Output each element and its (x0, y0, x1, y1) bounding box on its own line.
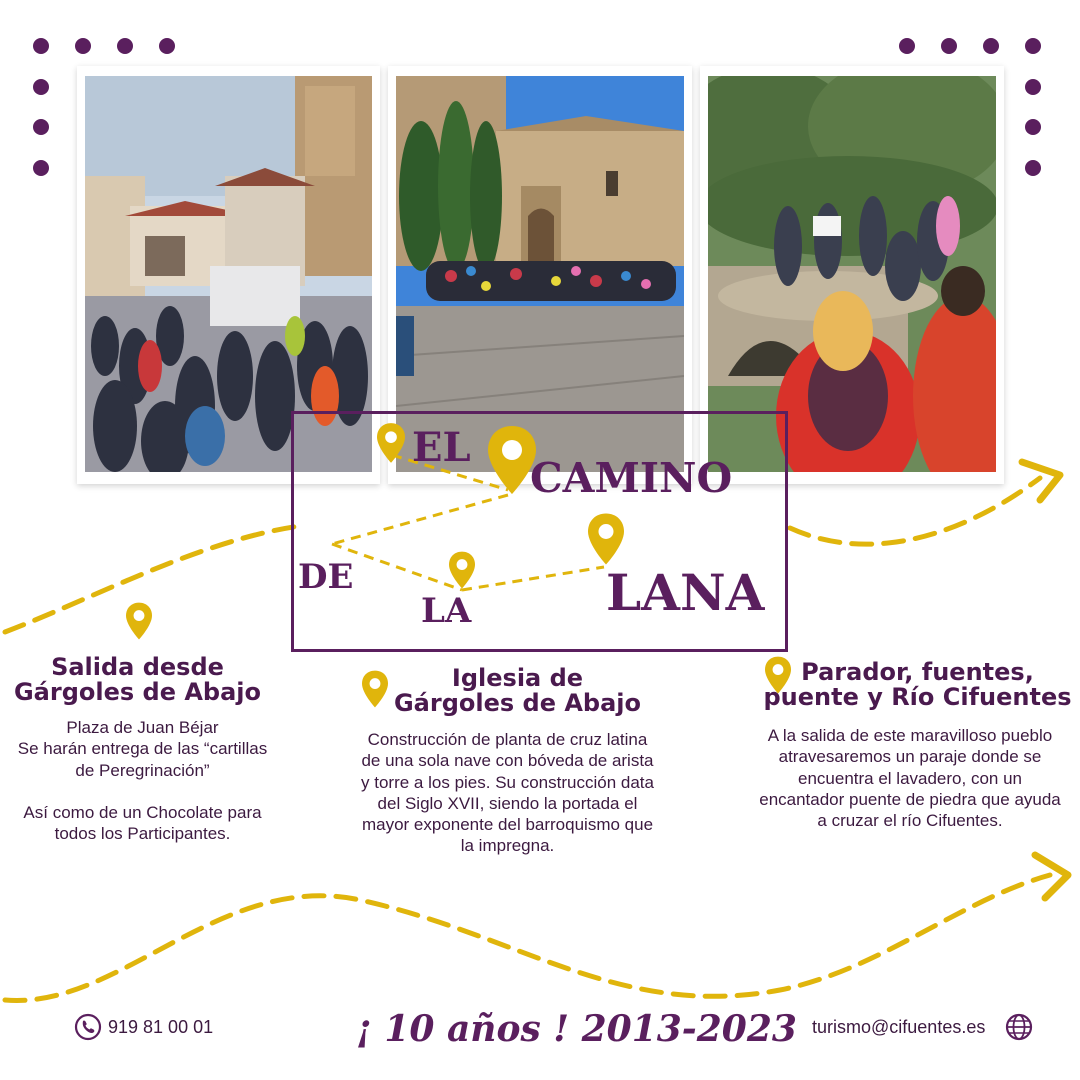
globe-icon (1005, 1013, 1033, 1041)
title-word-camino: CAMINO (530, 454, 733, 502)
stop-3-description: A la salida de este maravilloso pueblo atravesaremos un paraje donde se encuentra el lavadero, con un encantador puente de piedra que ayuda a cruzar el río Cifuentes. (759, 726, 1061, 830)
stop-2-heading: Iglesia de Gárgoles de Abajo (393, 664, 642, 718)
title-word-la: LA (421, 591, 472, 631)
phone-icon (74, 1013, 102, 1041)
stop-1-heading: Salida desde Gárgoles de Abajo (13, 653, 262, 707)
email-link[interactable]: turismo@cifuentes.es (812, 1017, 986, 1037)
map-pin-icon (588, 513, 624, 565)
title-word-de: DE (298, 557, 354, 597)
phone-number[interactable]: 919 81 00 01 (108, 1017, 214, 1037)
title-word-lana: LANA (606, 563, 765, 622)
stop-1-description: Plaza de Juan Béjar Se harán entrega de las “cartillas de Peregrinación” Así como de un Chocolate para todos los Participantes. (17, 718, 268, 844)
map-pin-icon (126, 599, 152, 643)
stop-3-heading: Parador, fuentes, puente y Río Cifuentes (763, 658, 1072, 712)
map-pin-icon (488, 424, 536, 496)
map-pin-icon (449, 551, 475, 589)
map-pin-icon (377, 423, 405, 463)
title-word-el: EL (412, 424, 471, 471)
anniversary-text: ¡ 10 años ! 2013-2023 (356, 1008, 797, 1050)
stop-2-description: Construcción de planta de cruz latina de una sola nave con bóveda de arista y torre a los pies. Su construcción data del Siglo XVII, siendo la portada el mayor exponente del barroquismo que la impregna. (361, 730, 654, 856)
